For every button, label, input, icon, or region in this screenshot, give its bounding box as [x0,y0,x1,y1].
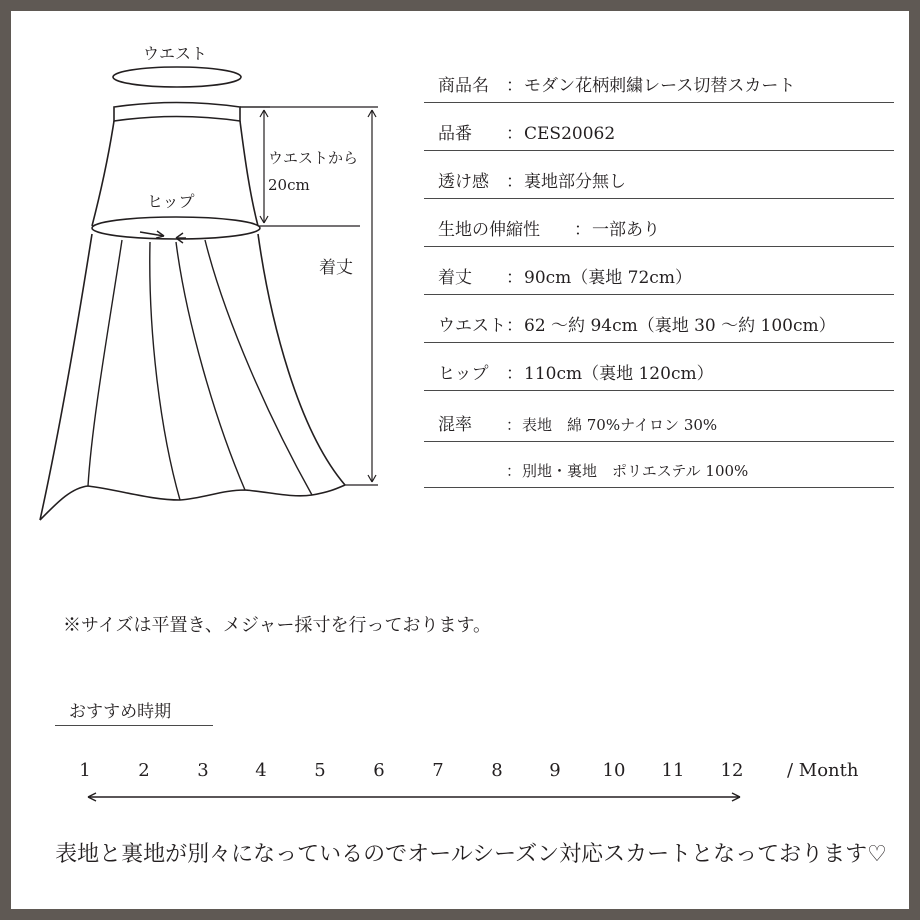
spec-row-stretch [424,206,894,247]
spec-row-composition-lining [424,447,894,488]
waist-label: ウエスト [143,44,208,63]
seam-3 [176,242,245,490]
seam-1 [88,240,122,486]
seam-2 [150,242,180,500]
skirt-yoke-left [92,121,114,226]
spec-value: モダン花柄刺繍レース切替スカート [524,76,796,96]
month-unit-label: / Month [787,760,859,781]
spec-value: 62 ～約 94cm（裏地 30 ～約 100cm） [524,316,836,336]
season-title: おすすめ時期 [69,702,172,722]
month-label: 4 [255,760,267,781]
hip-label: ヒップ [147,192,195,211]
spec-row-sheerness [424,158,894,199]
spec-row-composition [424,401,894,442]
spec-row-hip [424,350,894,391]
spec-separator: ： [506,364,523,384]
spec-value: 表地 綿 70%ナイロン 30% [522,416,718,434]
spec-value: 90cm（裏地 72cm） [524,268,692,288]
month-label: 1 [79,760,91,781]
spec-row-waist [424,302,894,343]
spec-separator: ： [506,416,522,434]
spec-value: 110cm（裏地 120cm） [524,364,714,384]
spec-label: 品番 [438,124,472,144]
spec-label: 生地の伸縮性 [438,220,540,240]
spec-separator: ： [506,316,523,336]
spec-separator: ： [506,76,523,96]
month-label: 3 [197,760,209,781]
spec-value: 別地・裏地 ポリエステル 100% [522,462,749,480]
spec-value: 一部あり [592,220,660,240]
length-label: 着丈 [319,258,353,278]
month-label: 7 [432,760,444,781]
month-label: 6 [373,760,385,781]
season-title-underline [55,725,213,726]
spec-label: 混率 [438,415,472,435]
spec-row-item-number [424,110,894,151]
spec-separator: ： [506,172,523,192]
skirt-yoke-right [240,121,258,226]
spec-separator: ： [506,462,522,480]
month-label: 9 [549,760,561,781]
waist-to-hip-label-line1: ウエストから [268,149,359,167]
waistband [114,103,240,122]
month-label: 11 [661,760,685,781]
spec-label: ヒップ [438,364,489,384]
measurement-note: ※サイズは平置き、メジャー採寸を行っております。 [63,615,492,636]
spec-value: 裏地部分無し [524,172,626,192]
month-label: 8 [491,760,503,781]
spec-separator: ： [506,268,523,288]
skirt-flare-left [40,234,92,520]
month-label: 5 [314,760,326,781]
spec-value: CES20062 [524,124,616,144]
waist-ellipse [113,67,241,87]
footer-message: 表地と裏地が別々になっているのでオールシーズン対応スカートとなっております♡ [55,842,887,867]
spec-label: 着丈 [438,268,472,288]
spec-row-length [424,254,894,295]
spec-separator: ： [574,220,591,240]
month-label: 2 [138,760,150,781]
skirt-hem [40,485,345,520]
spec-row-product-name [424,62,894,103]
waist-to-hip-label-line2: 20cm [268,176,310,194]
seam-4 [205,240,312,495]
spec-label: 透け感 [438,172,489,192]
spec-label: 商品名 [438,76,489,96]
month-label: 12 [720,760,744,781]
hip-ellipse [92,217,260,239]
spec-label: ウエスト [438,316,506,336]
spec-separator: ： [506,124,523,144]
month-label: 10 [602,760,626,781]
